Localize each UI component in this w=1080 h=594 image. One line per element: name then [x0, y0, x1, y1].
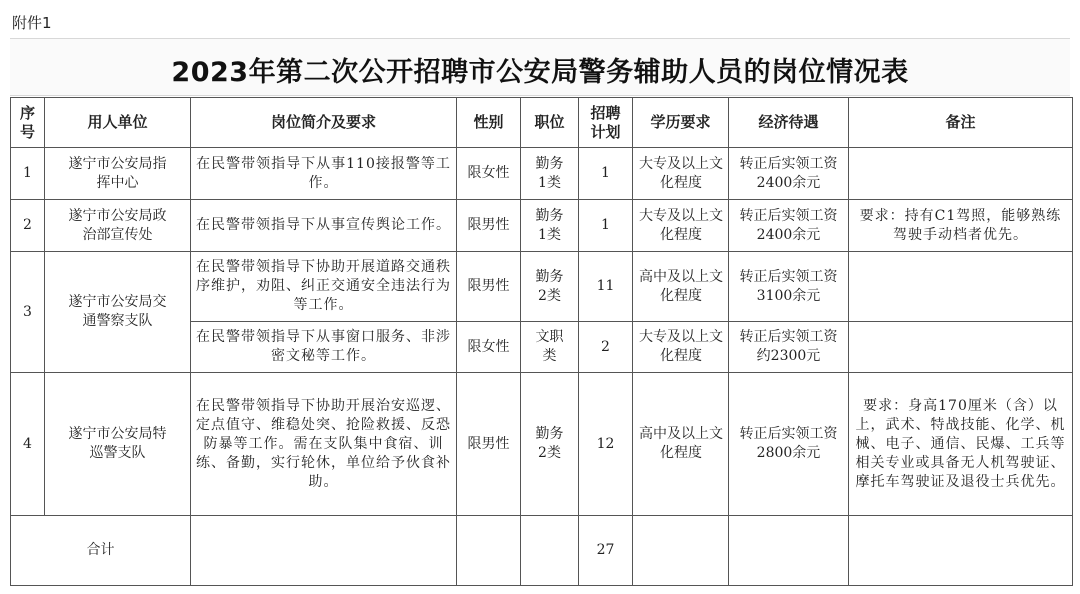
cell-plan: 1: [579, 200, 633, 252]
cell-edu: 大专及以上文化程度: [633, 148, 729, 200]
cell-desc: 在民警带领指导下从事110接报警等工作。: [191, 148, 457, 200]
cell-unit: 遂宁市公安局指挥中心: [45, 148, 191, 200]
table-row: [11, 148, 1073, 200]
cell-pay: 转正后实领工资约2300元: [729, 322, 849, 373]
cell-note: 要求：持有C1驾照，能够熟练驾驶手动档者优先。: [849, 200, 1073, 252]
cell-edu: [633, 516, 729, 586]
cell-note: [849, 516, 1073, 586]
header-row: [11, 98, 1073, 148]
cell-seq: 3: [11, 252, 45, 373]
cell-pay: 转正后实领工资2400余元: [729, 148, 849, 200]
cell-edu: 高中及以上文化程度: [633, 252, 729, 322]
cell-position: 勤务2类: [521, 373, 579, 516]
cell-position: 勤务1类: [521, 148, 579, 200]
header-desc: 岗位简介及要求: [191, 98, 457, 148]
cell-seq: 2: [11, 200, 45, 252]
total-plan: 27: [579, 516, 633, 586]
cell-desc: 在民警带领指导下协助开展道路交通秩序维护，劝阻、纠正交通安全违法行为等工作。: [191, 252, 457, 322]
cell-pay: [729, 516, 849, 586]
cell-gender: 限男性: [457, 373, 521, 516]
table-row: [11, 373, 1073, 516]
cell-gender: 限男性: [457, 200, 521, 252]
header-position: 职位: [521, 98, 579, 148]
cell-note: [849, 148, 1073, 200]
cell-desc: [191, 516, 457, 586]
positions-table: [10, 97, 1073, 586]
cell-unit: 遂宁市公安局政治部宣传处: [45, 200, 191, 252]
attachment-label: 附件1: [12, 14, 52, 32]
cell-desc: 在民警带领指导下协助开展治安巡逻、定点值守、维稳处突、抢险救援、反恐防暴等工作。需在支队集中食宿、训练、备勤，实行轮休，单位给予伙食补助。: [191, 373, 457, 516]
cell-gender: 限女性: [457, 148, 521, 200]
cell-edu: 高中及以上文化程度: [633, 373, 729, 516]
cell-position: 文职类: [521, 322, 579, 373]
header-note: 备注: [849, 98, 1073, 148]
cell-note: 要求：身高170厘米（含）以上，武术、特战技能、化学、机械、电子、通信、民爆、工兵等相关专业或具备无人机驾驶证、摩托车驾驶证及退役士兵优先。: [849, 373, 1073, 516]
header-edu: 学历要求: [633, 98, 729, 148]
cell-position: 勤务2类: [521, 252, 579, 322]
cell-seq: 4: [11, 373, 45, 516]
cell-edu: 大专及以上文化程度: [633, 200, 729, 252]
cell-pay: 转正后实领工资2800余元: [729, 373, 849, 516]
header-unit: 用人单位: [45, 98, 191, 148]
total-label: 合计: [11, 516, 191, 586]
cell-desc: 在民警带领指导下从事窗口服务、非涉密文秘等工作。: [191, 322, 457, 373]
cell-unit: 遂宁市公安局交通警察支队: [45, 252, 191, 373]
page-title: 2023年第二次公开招聘市公安局警务辅助人员的岗位情况表: [171, 57, 909, 88]
cell-plan: 11: [579, 252, 633, 322]
cell-position: [521, 516, 579, 586]
header-plan: 招聘计划: [579, 98, 633, 148]
cell-note: [849, 322, 1073, 373]
cell-plan: 12: [579, 373, 633, 516]
header-seq: 序号: [11, 98, 45, 148]
cell-plan: 2: [579, 322, 633, 373]
cell-pay: 转正后实领工资2400余元: [729, 200, 849, 252]
cell-note: [849, 252, 1073, 322]
cell-unit: 遂宁市公安局特巡警支队: [45, 373, 191, 516]
cell-pay: 转正后实领工资3100余元: [729, 252, 849, 322]
cell-edu: 大专及以上文化程度: [633, 322, 729, 373]
cell-gender: 限女性: [457, 322, 521, 373]
table-row: [11, 252, 1073, 322]
cell-seq: 1: [11, 148, 45, 200]
total-row: [11, 516, 1073, 586]
header-pay: 经济待遇: [729, 98, 849, 148]
header-gender: 性别: [457, 98, 521, 148]
table-row: [11, 200, 1073, 252]
cell-gender: [457, 516, 521, 586]
cell-desc: 在民警带领指导下从事宣传舆论工作。: [191, 200, 457, 252]
cell-position: 勤务1类: [521, 200, 579, 252]
cell-plan: 1: [579, 148, 633, 200]
cell-gender: 限男性: [457, 252, 521, 322]
